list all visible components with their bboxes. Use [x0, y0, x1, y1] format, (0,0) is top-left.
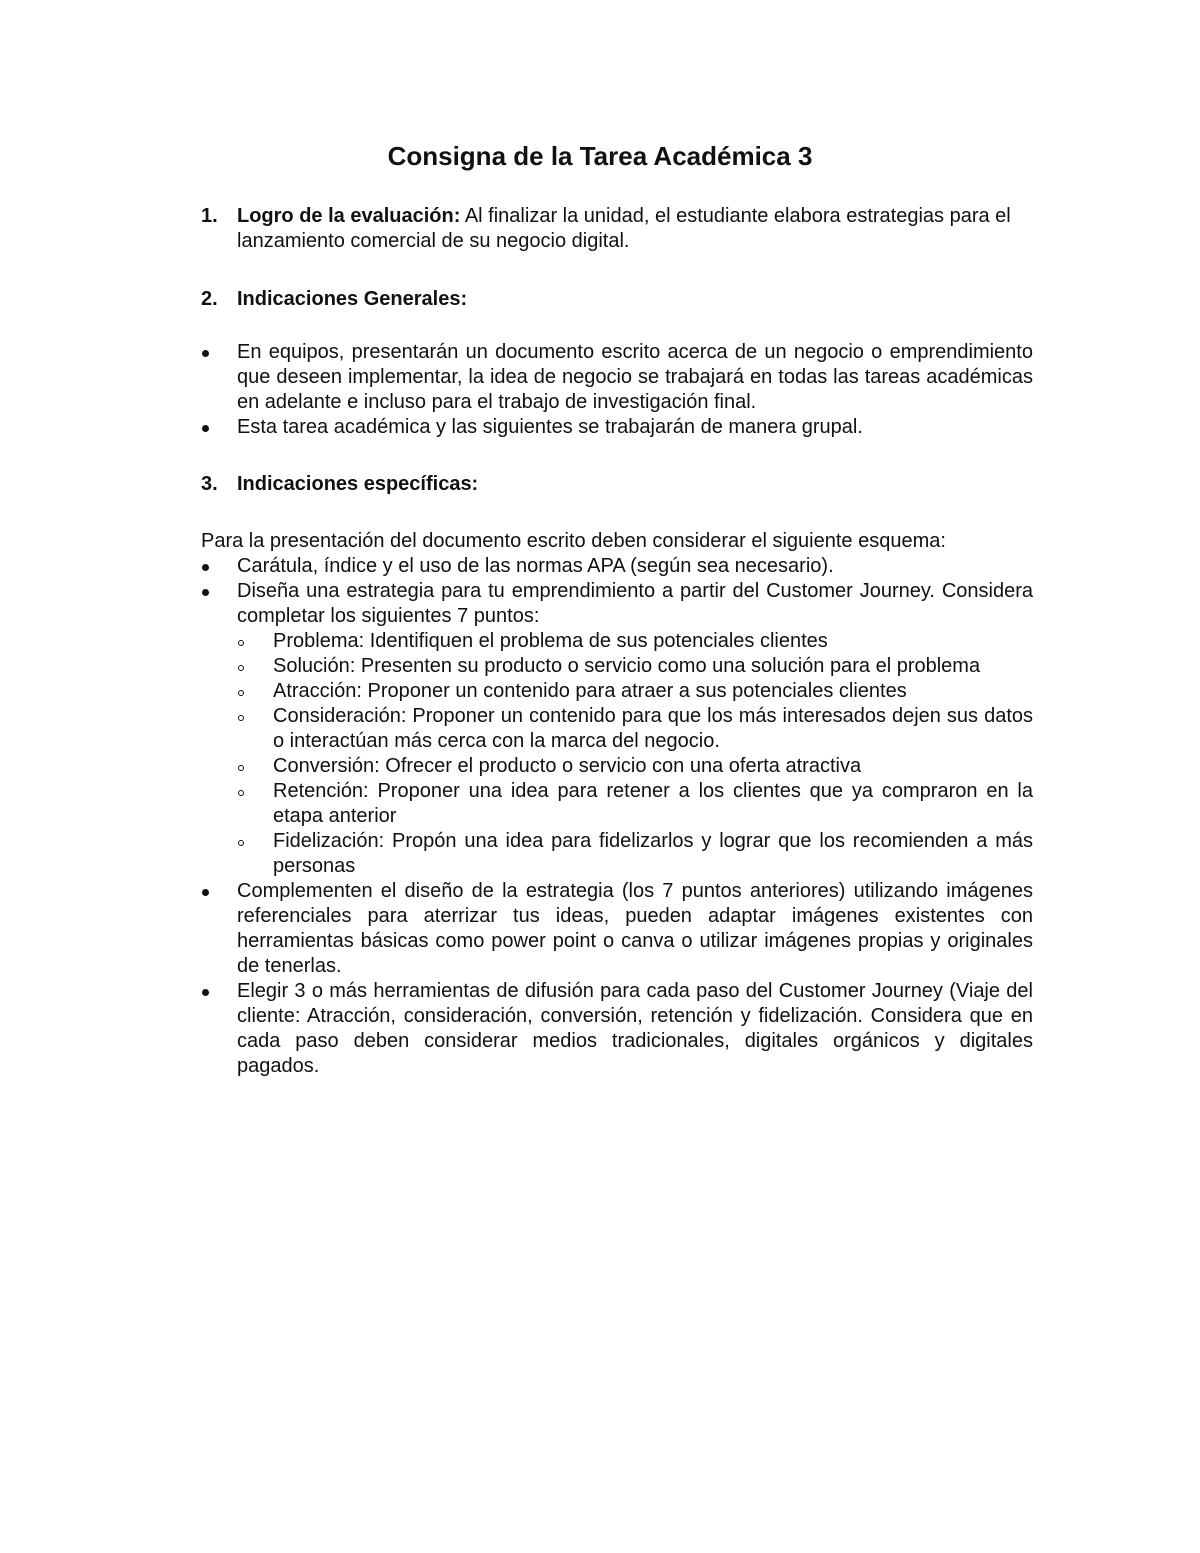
- bullet-icon: [202, 425, 209, 432]
- sub-list-item: [237, 679, 1033, 704]
- sub-list-item-text: Conversión: Ofrecer el producto o servicio con una oferta atractiva: [273, 755, 862, 777]
- section-heading: Indicaciones Generales:: [237, 288, 468, 310]
- document-body: [201, 204, 1033, 1079]
- specific-bullet-list: [201, 554, 1033, 1079]
- sub-list-item: [237, 704, 1033, 754]
- sub-list-item: [237, 829, 1033, 879]
- sub-list-item-text: Solución: Presenten su producto o servicio como una solución para el problema: [273, 655, 981, 677]
- list-item: [201, 979, 1033, 1079]
- sub-list-item-text: Atracción: Proponer un contenido para atraer a sus potenciales clientes: [273, 680, 907, 702]
- bullet-icon: [202, 350, 209, 357]
- list-item: [201, 879, 1033, 979]
- sub-list-item-text: Fidelización: Propón una idea para fidelizarlos y lograr que los recomienden a más personas: [273, 830, 1033, 877]
- list-item: [201, 554, 1033, 579]
- hollow-bullet-icon: [238, 640, 244, 646]
- document-title: Consigna de la Tarea Académica 3: [387, 141, 813, 171]
- list-item-text: Carátula, índice y el uso de las normas APA (según sea necesario).: [237, 555, 834, 577]
- sub-list-item: [237, 629, 1033, 654]
- hollow-bullet-icon: [238, 765, 244, 771]
- sub-list-item: [237, 754, 1033, 779]
- hollow-bullet-icon: [238, 665, 244, 671]
- sub-list-item: [237, 779, 1033, 829]
- general-bullet-list: [201, 340, 1033, 440]
- customer-journey-points: [201, 629, 1033, 879]
- sub-list-item-text: Retención: Proponer una idea para retener a los clientes que ya compraron en la etapa anterior: [273, 780, 1033, 827]
- section-heading: Logro de la evaluación:: [237, 205, 461, 227]
- list-item-text: Complementen el diseño de la estrategia (los 7 puntos anteriores) utilizando imágenes referenciales para aterrizar tus ideas, pueden adaptar imágenes existentes con herramientas básicas como power point o canva o utilizar imágenes propias y originales de tenerlas.: [237, 880, 1033, 977]
- section-indicaciones-especificas: [201, 472, 1033, 497]
- section-number: 3.: [201, 473, 218, 495]
- sub-list-item-text: Consideración: Proponer un contenido para que los más interesados dejen sus datos o interactúan más cerca con la marca del negocio.: [273, 705, 1033, 752]
- hollow-bullet-icon: [238, 840, 244, 846]
- hollow-bullet-icon: [238, 790, 244, 796]
- section-number: 1.: [201, 205, 218, 227]
- bullet-icon: [202, 989, 209, 996]
- list-item: [201, 340, 1033, 415]
- list-item-text: Esta tarea académica y las siguientes se trabajarán de manera grupal.: [237, 416, 863, 438]
- section-heading: Indicaciones específicas:: [237, 473, 479, 495]
- list-item-text: Elegir 3 o más herramientas de difusión para cada paso del Customer Journey (Viaje del cliente: Atracción, consideración, conversión, retención y fidelización. Considera que en cada paso deben considerar medios tradicionales, digitales orgánicos y digitales pagados.: [237, 980, 1033, 1077]
- section-text: Al finalizar la unidad, el estudiante elabora estrategias para el lanzamiento comercial de su negocio digital.: [237, 205, 1011, 252]
- list-item-text: Diseña una estrategia para tu emprendimiento a partir del Customer Journey. Considera completar los siguientes 7 puntos:: [237, 580, 1033, 627]
- hollow-bullet-icon: [238, 690, 244, 696]
- section-intro: Para la presentación del documento escrito deben considerar el siguiente esquema:: [201, 530, 946, 552]
- list-item-text: En equipos, presentarán un documento escrito acerca de un negocio o emprendimiento que deseen implementar, la idea de negocio se trabajará en todas las tareas académicas en adelante e incluso para el trabajo de investigación final.: [237, 341, 1033, 413]
- list-item: [201, 579, 1033, 879]
- section-logro: [201, 204, 1033, 254]
- bullet-icon: [202, 589, 209, 596]
- bullet-icon: [202, 889, 209, 896]
- bullet-icon: [202, 564, 209, 571]
- section-indicaciones-generales: [201, 287, 1033, 312]
- sub-list-item: [237, 654, 1033, 679]
- list-item: [201, 415, 1033, 440]
- hollow-bullet-icon: [238, 715, 244, 721]
- sub-list-item-text: Problema: Identifiquen el problema de sus potenciales clientes: [273, 630, 828, 652]
- section-number: 2.: [201, 288, 218, 310]
